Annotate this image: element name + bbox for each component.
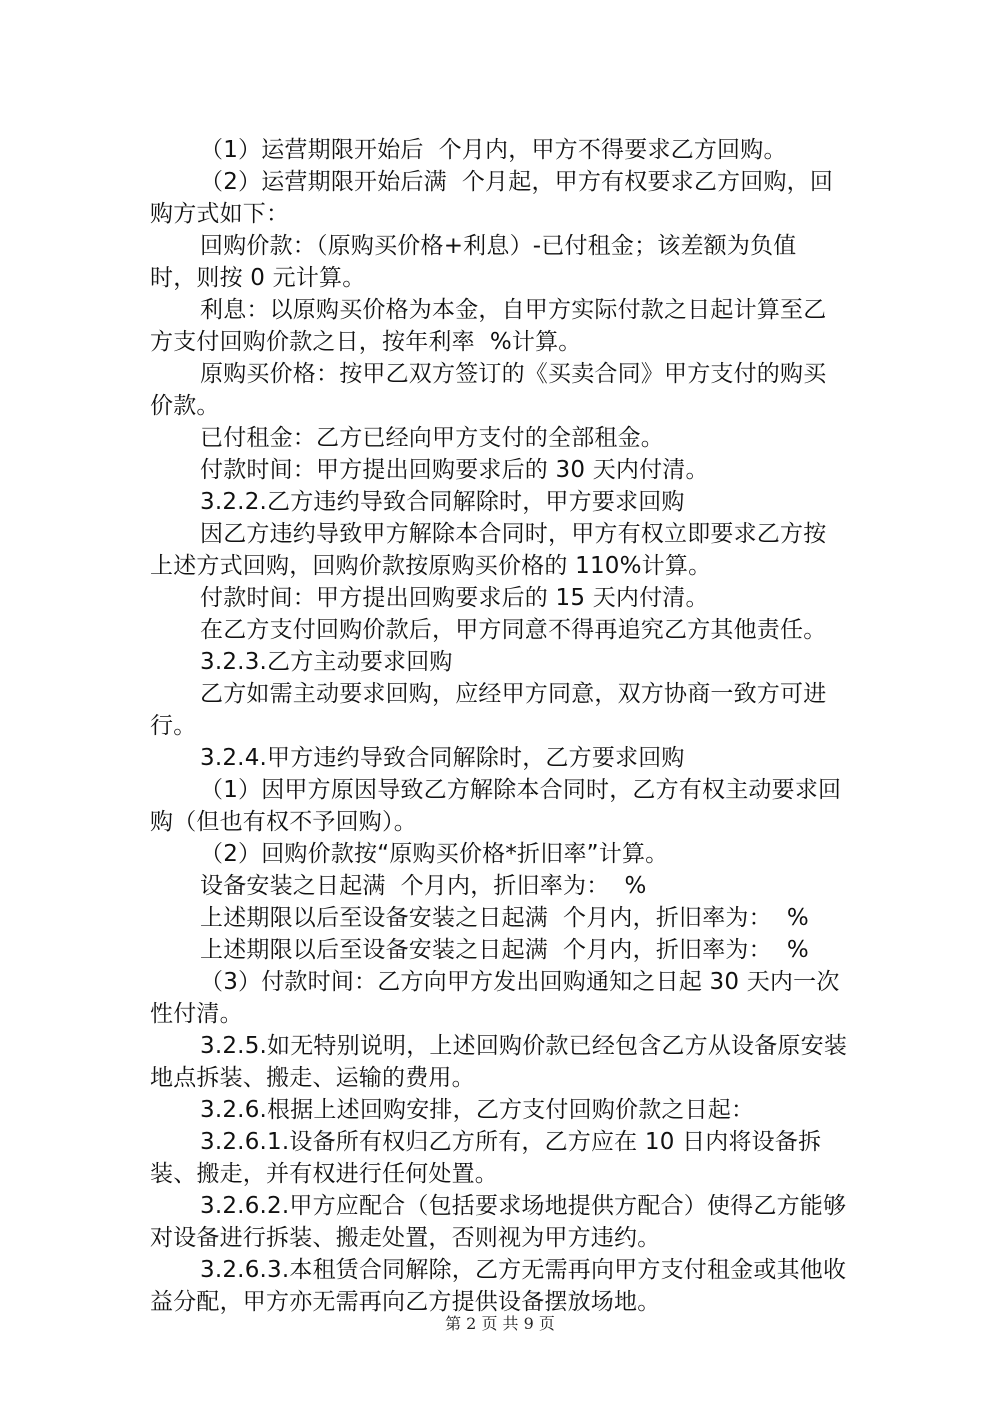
paragraph-line: 购方式如下： [150, 201, 290, 227]
paragraph-line: 在乙方支付回购价款后，甲方同意不得再追究乙方其他责任。 [200, 617, 827, 643]
paragraph-line: 时，则按 0 元计算。 [150, 265, 366, 291]
paragraph-line: （2）回购价款按“原购买价格*折旧率”计算。 [200, 841, 669, 867]
paragraph-line: 3.2.6.2.甲方应配合（包括要求场地提供方配合）使得乙方能够 [200, 1193, 847, 1219]
section-heading: 3.2.5.如无特别说明，上述回购价款已经包含乙方从设备原安装 [200, 1033, 848, 1059]
section-heading: 3.2.3.乙方主动要求回购 [200, 649, 453, 675]
paragraph-line: 上述期限以后至设备安装之日起满 个月内，折旧率为： % [200, 937, 809, 963]
paragraph-line: 因乙方违约导致甲方解除本合同时，甲方有权立即要求乙方按 [200, 521, 827, 547]
paragraph-line: 地点拆装、搬走、运输的费用。 [150, 1065, 475, 1091]
paragraph-line: 性付清。 [150, 1001, 243, 1027]
paragraph-line: 3.2.6.3.本租赁合同解除，乙方无需再向甲方支付租金或其他收 [200, 1257, 847, 1283]
paragraph-line: 上述方式回购，回购价款按原购买价格的 110%计算。 [150, 553, 712, 579]
section-heading: 3.2.2.乙方违约导致合同解除时，甲方要求回购 [200, 489, 685, 515]
paragraph-line: 已付租金：乙方已经向甲方支付的全部租金。 [200, 425, 664, 451]
paragraph-line: （1）因甲方原因导致乙方解除本合同时，乙方有权主动要求回 [200, 777, 842, 803]
paragraph-line: （1）运营期限开始后 个月内，甲方不得要求乙方回购。 [200, 137, 787, 163]
paragraph-line: 付款时间：甲方提出回购要求后的 15 天内付清。 [200, 585, 709, 611]
paragraph-line: 方支付回购价款之日，按年利率 %计算。 [150, 329, 582, 355]
paragraph-line: 3.2.6.1.设备所有权归乙方所有，乙方应在 10 日内将设备拆 [200, 1129, 822, 1155]
paragraph-line: 上述期限以后至设备安装之日起满 个月内，折旧率为： % [200, 905, 809, 931]
paragraph-line: （3）付款时间：乙方向甲方发出回购通知之日起 30 天内一次 [200, 969, 840, 995]
paragraph-line: 设备安装之日起满 个月内，折旧率为： % [200, 873, 647, 899]
section-heading: 3.2.4.甲方违约导致合同解除时，乙方要求回购 [200, 745, 685, 771]
paragraph-line: 价款。 [150, 393, 220, 419]
paragraph-line: 行。 [150, 713, 197, 739]
paragraph-line: 益分配，甲方亦无需再向乙方提供设备摆放场地。 [150, 1289, 661, 1315]
paragraph-line: 回购价款：（原购买价格+利息）-已付租金；该差额为负值 [200, 233, 797, 259]
section-heading: 3.2.6.根据上述回购安排，乙方支付回购价款之日起： [200, 1097, 755, 1123]
paragraph-line: 利息：以原购买价格为本金，自甲方实际付款之日起计算至乙 [200, 297, 827, 323]
paragraph-line: （2）运营期限开始后满 个月起，甲方有权要求乙方回购，回 [200, 169, 834, 195]
paragraph-line: 原购买价格：按甲乙双方签订的《买卖合同》甲方支付的购买 [200, 361, 827, 387]
paragraph-line: 付款时间：甲方提出回购要求后的 30 天内付清。 [200, 457, 709, 483]
paragraph-line: 乙方如需主动要求回购，应经甲方同意，双方协商一致方可进 [200, 681, 827, 707]
paragraph-line: 对设备进行拆装、搬走处置，否则视为甲方违约。 [150, 1225, 661, 1251]
paragraph-line: 装、搬走，并有权进行任何处置。 [150, 1161, 498, 1187]
paragraph-line: 购（但也有权不予回购）。 [150, 809, 417, 835]
page-footer: 第 2 页 共 9 页 [445, 1314, 555, 1333]
